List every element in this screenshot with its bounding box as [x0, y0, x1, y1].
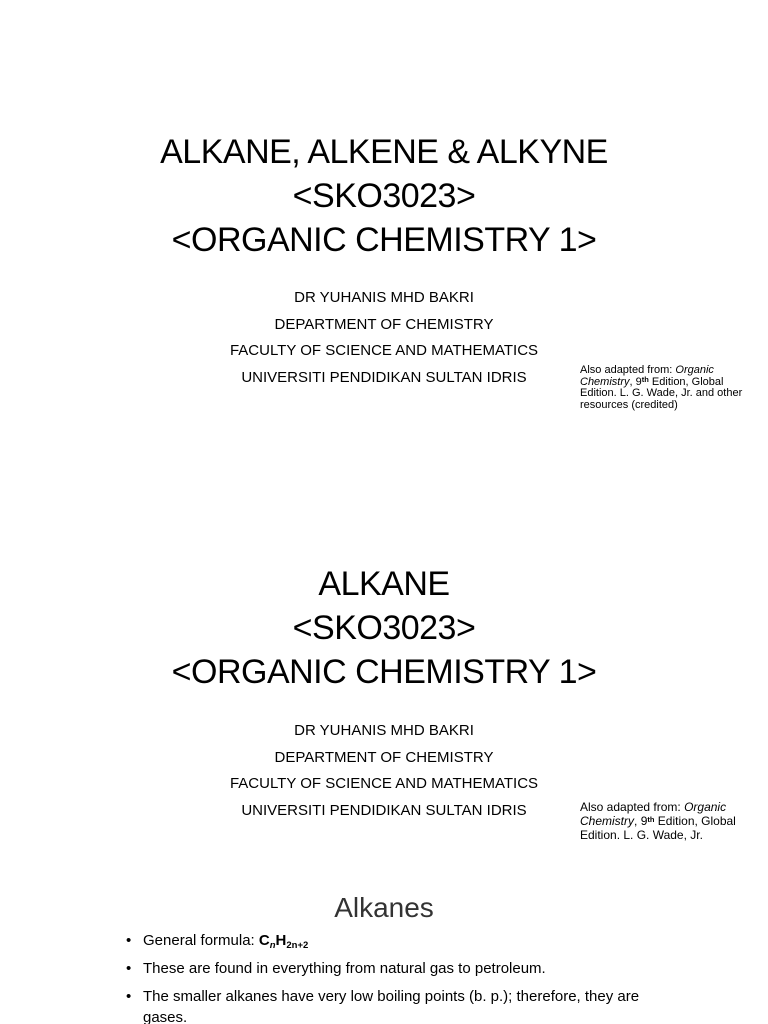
title-line: <SKO3023>	[292, 609, 476, 647]
credit-book-title: Organic Chemistry	[580, 800, 727, 828]
bullet-item: • The smaller alkanes have very low boiling points (b. p.); therefore, they are gases.	[126, 986, 686, 1024]
slide-1-subtitle	[190, 285, 578, 391]
department: DEPARTMENT OF CHEMISTRY	[274, 315, 494, 333]
credit-edition-number: 9	[640, 814, 648, 828]
formula-carbon: C	[258, 932, 270, 949]
faculty: FACULTY OF SCIENCE AND MATHEMATICS	[229, 342, 539, 359]
author-name: DR YUHANIS MHD BAKRI	[294, 289, 474, 306]
author-name: DR YUHANIS MHD BAKRI	[294, 722, 474, 739]
credit-rest: Edition, Global Edition. L. G. Wade, Jr. and other resources (credited)	[580, 375, 743, 411]
credit-prefix: Also adapted from:	[580, 364, 676, 376]
slide-1-title	[0, 130, 768, 262]
title-line: <SKO3023>	[292, 177, 476, 215]
slide-2	[0, 432, 768, 864]
source-credit	[580, 800, 760, 842]
bullet-list	[126, 930, 686, 1024]
title-line: ALKANE, ALKENE & ALKYNE	[160, 133, 608, 171]
credit-edition-number: 9	[635, 375, 642, 388]
credit-comma: ,	[629, 375, 636, 388]
title-line: <ORGANIC CHEMISTRY 1>	[171, 221, 597, 259]
credit-book-title: Organic Chemistry	[580, 364, 714, 388]
slide-1	[0, 0, 768, 432]
bullet-general-formula	[126, 930, 686, 951]
credit-prefix: Also adapted from:	[580, 800, 685, 814]
formula-hydrogen: H	[275, 932, 287, 949]
formula-hydrogen-subscript: 2n+2	[286, 940, 309, 951]
slide-3-title: Alkanes	[334, 892, 434, 923]
bullet-item: • These are found in everything from natural gas to petroleum.	[126, 958, 686, 979]
university: UNIVERSITI PENDIDIKAN SULTAN IDRIS	[241, 368, 527, 386]
slide-2-title	[0, 562, 768, 694]
slide-2-subtitle	[190, 718, 578, 824]
slide-3	[0, 864, 768, 1024]
source-credit	[580, 365, 760, 411]
credit-rest: Edition, Global Edition. L. G. Wade, Jr.	[580, 814, 736, 842]
title-line: <ORGANIC CHEMISTRY 1>	[171, 653, 597, 691]
title-line: ALKANE	[318, 565, 450, 603]
alkane-formula	[259, 932, 308, 949]
department: DEPARTMENT OF CHEMISTRY	[274, 748, 494, 766]
credit-edition-suffix: th	[647, 815, 655, 824]
bullet-label: General formula:	[143, 932, 259, 949]
formula-carbon-subscript: n	[269, 940, 276, 951]
faculty: FACULTY OF SCIENCE AND MATHEMATICS	[229, 775, 539, 792]
credit-comma: ,	[634, 814, 641, 828]
credit-edition-suffix: th	[641, 374, 649, 384]
university: UNIVERSITI PENDIDIKAN SULTAN IDRIS	[241, 801, 527, 819]
